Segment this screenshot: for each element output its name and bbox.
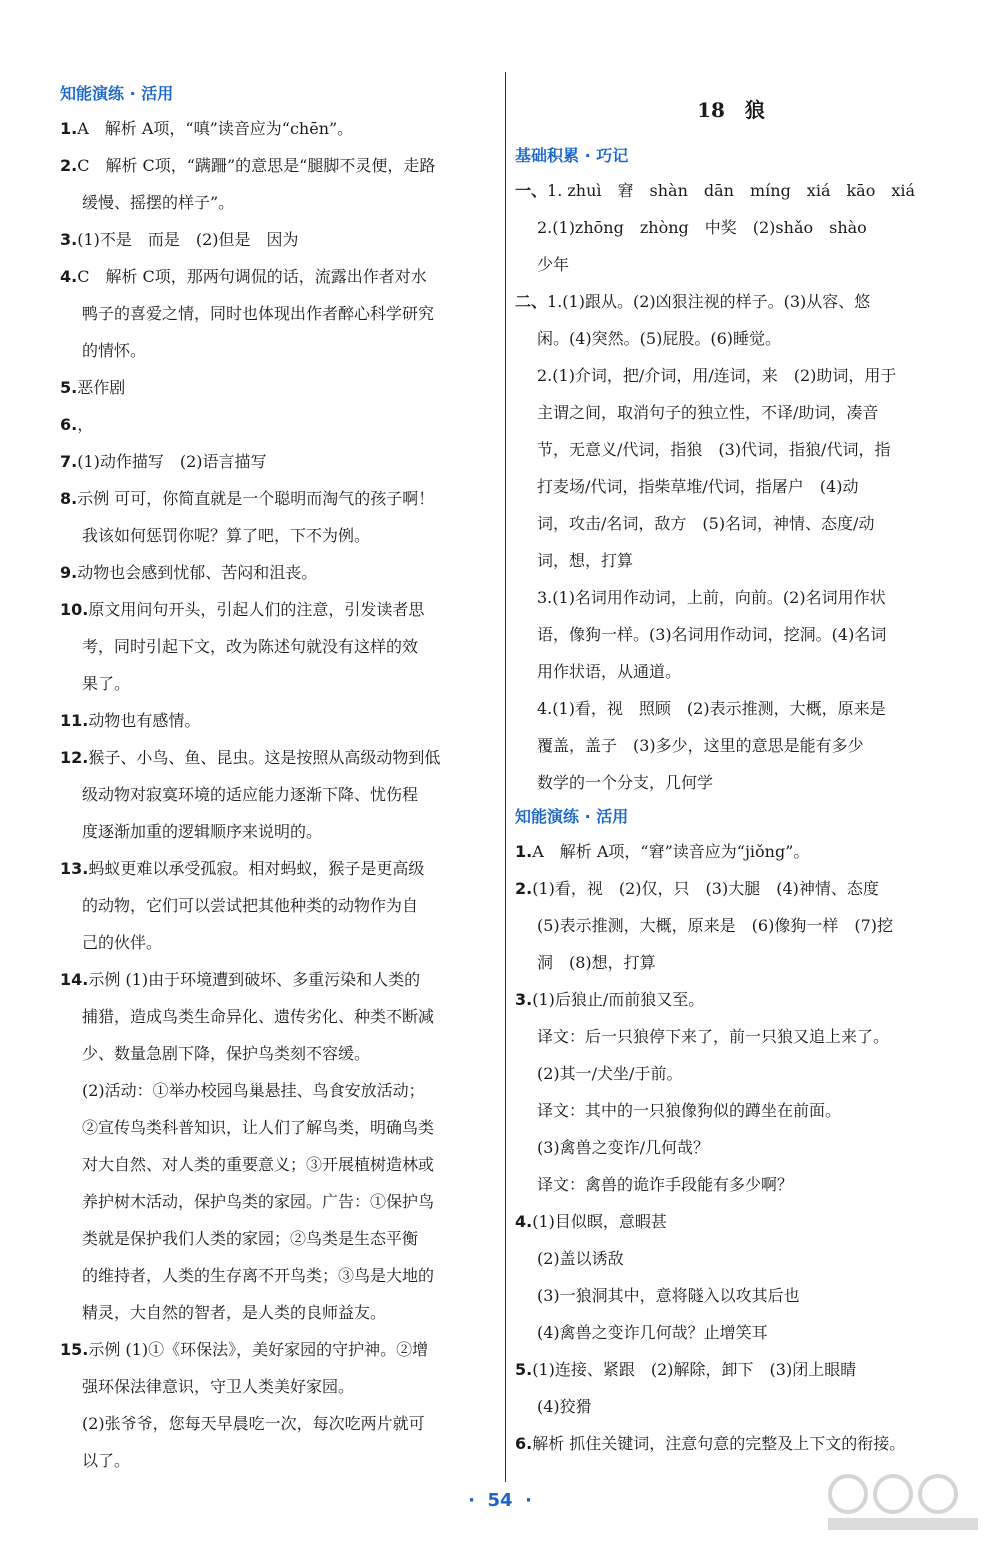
answer-text: 3.(1)名词用作动词，上前，向前。(2)名词用作状 [537,588,886,607]
answer-text: 类就是保护我们人类的家园；②鸟类是生态平衡 [82,1229,419,1248]
answer-line [515,1388,947,1425]
answer-line [60,702,498,739]
answer-text: 缓慢、摇摆的样子”。 [82,193,235,212]
answer-line [515,1166,947,1203]
answer-text: 的动物，它们可以尝试把其他种类的动物作为自 [82,896,419,915]
question-number: 4. [60,267,78,286]
answer-text: (1)连接、紧跟 (2)解除，卸下 (3)闭上眼睛 [532,1360,857,1379]
answer-text: 己的伙伴。 [82,933,163,952]
answer-line [515,579,947,616]
answer-text: 级动物对寂寞环境的适应能力逐渐下降、忧伤程 [82,785,419,804]
answer-line [60,813,498,850]
answer-text: A 解析 A项，“嗔”读音应为“chēn”。 [77,119,354,138]
answer-text: 精灵，大自然的智者，是人类的良师益友。 [82,1303,387,1322]
question-number: 6. [60,415,78,434]
answer-line [60,628,498,665]
answer-text: (1)动作描写 (2)语言描写 [77,452,267,471]
answer-line [60,1146,498,1183]
answer-text: A 解析 A项，“窘”读音应为“jiǒng”。 [532,842,810,861]
question-number: 12. [60,748,89,767]
question-number: 5. [60,378,78,397]
question-number: 15. [60,1340,89,1359]
answer-text: 蚂蚁更难以承受孤寂。相对蚂蚁，猴子是更高级 [88,859,425,878]
answer-text: 捕猎，造成鸟类生命异化、遗传劣化、种类不断减 [82,1007,435,1026]
question-number: 6. [515,1434,533,1453]
answer-text: C 解析 C项，“蹒跚”的意思是“腿脚不灵便，走路 [77,156,436,175]
question-number: 3. [515,990,533,1009]
answer-line [60,1442,498,1479]
question-number: 1. [60,119,78,138]
column-divider [505,72,506,1482]
answer-text: (4)狡猾 [537,1397,592,1416]
answer-text: (3)禽兽之变诈/几何哉？ [537,1138,710,1157]
answer-text: C 解析 C项，那两句调侃的话，流露出作者对水 [77,267,427,286]
left-answer-list [60,110,498,1479]
question-number: 7. [60,452,78,471]
answer-line [60,1220,498,1257]
answer-text: 少年 [537,255,570,274]
answer-line [60,961,498,998]
answer-text: 词，攻击/名词，敌方 (5)名词，神情、态度/动 [537,514,875,533]
question-number: 二、 [515,292,548,311]
question-number: 1. [515,842,533,861]
answer-line [515,653,947,690]
answer-text: 数学的一个分支，几何学 [537,773,714,792]
answer-text: 少、数量急剧下降，保护鸟类刻不容缓。 [82,1044,371,1063]
answer-line [60,480,498,517]
answer-line [515,1314,947,1351]
answer-line [515,1277,947,1314]
answer-line [60,998,498,1035]
answer-text: 4.(1)看，视 照顾 (2)表示推测，大概，原来是 [537,699,886,718]
answer-line [515,246,947,283]
answer-line [515,505,947,542]
question-number: 11. [60,711,89,730]
answer-text: 动物也会感到忧郁、苦闷和沮丧。 [77,563,318,582]
answer-line [60,1072,498,1109]
answer-line [60,147,498,184]
answer-text: 闲。(4)突然。(5)屁股。(6)睡觉。 [537,329,781,348]
answer-line [515,1092,947,1129]
answer-text: 的维持者，人类的生存离不开鸟类；③鸟是大地的 [82,1266,435,1285]
answer-text: 主谓之间，取消句子的独立性，不译/助词，凑音 [537,403,879,422]
answer-line [515,944,947,981]
answer-text: 1.(1)跟从。(2)凶狠注视的样子。(3)从容、悠 [547,292,871,311]
question-number: 8. [60,489,78,508]
left-column [60,78,498,1479]
right-column [515,78,947,1462]
answer-line [515,727,947,764]
answer-line [60,443,498,480]
answer-line [60,1035,498,1072]
answer-text: (4)禽兽之变诈几何哉？止增笑耳 [537,1323,768,1342]
answer-line [60,591,498,628]
answer-text: 语，像狗一样。(3)名词用作动词，挖洞。(4)名词 [537,625,887,644]
answer-line [515,1351,947,1388]
answer-text: (1)不是 而是 (2)但是 因为 [77,230,299,249]
answer-text: (2)活动：①举办校园鸟巢悬挂、鸟食安放活动； [82,1081,425,1100]
answer-line [515,764,947,801]
answer-line [60,1183,498,1220]
question-number: 2. [515,879,533,898]
answer-line [60,1331,498,1368]
answer-text: 果了。 [82,674,131,693]
answer-line [515,468,947,505]
answer-line [60,776,498,813]
answer-text: 2.(1)介词，把/介词，用/连词，来 (2)助词，用于 [537,366,897,385]
answer-line [515,542,947,579]
answer-line [60,554,498,591]
answer-text: 词，想，打算 [537,551,634,570]
answer-text: 的情怀。 [82,341,147,360]
answer-line [60,924,498,961]
answer-text: (1)目似瞑，意暇甚 [532,1212,667,1231]
question-number: 10. [60,600,89,619]
answer-text: 猴子、小鸟、鱼、昆虫。这是按照从高级动物到低 [88,748,441,767]
page-number-value: 54 [487,1490,513,1511]
answer-line [60,184,498,221]
question-number: 3. [60,230,78,249]
answer-text: (2)张爷爷，您每天早晨吃一次，每次吃两片就可 [82,1414,425,1433]
answer-text: 考，同时引起下文，改为陈述句就没有这样的效 [82,637,419,656]
answer-line [515,616,947,653]
answer-text: 洞 (8)想，打算 [537,953,656,972]
answer-text: (1)后狼止/而前狼又至。 [532,990,705,1009]
answer-line [60,1368,498,1405]
answer-text: 对大自然、对人类的重要意义；③开展植树造林或 [82,1155,435,1174]
answer-line [515,357,947,394]
question-number: 2. [60,156,78,175]
lesson-title: 18 狼 [697,98,765,122]
question-number: 13. [60,859,89,878]
practice-answer-list [515,833,947,1462]
question-number: 一、 [515,181,548,200]
answer-text: 译文：其中的一只狼像狗似的蹲坐在前面。 [537,1101,842,1120]
answer-line [60,369,498,406]
answer-line [60,1109,498,1146]
answer-line [60,887,498,924]
answer-line [515,1129,947,1166]
page-number: · 54 · [468,1490,532,1511]
answer-line [60,1405,498,1442]
section-title-practice: 知能演练 · 活用 [60,84,174,103]
answer-text: (1)看，视 (2)仅，只 (3)大腿 (4)神情、态度 [532,879,879,898]
answer-text: 恶作剧 [77,378,126,397]
question-number: 9. [60,563,78,582]
answer-line [60,406,498,443]
answer-text: 示例 可可，你简直就是一个聪明而淘气的孩子啊！ [77,489,435,508]
answer-text: (5)表示推测，大概，原来是 (6)像狗一样 (7)挖 [537,916,893,935]
answer-line [515,209,947,246]
answer-line [60,258,498,295]
answer-line [515,833,947,870]
answer-line [60,850,498,887]
answer-text: 以了。 [82,1451,131,1470]
answer-text: 1. zhuì 窘 shàn dān míng xiá kāo xiá [547,181,916,200]
answer-line [515,870,947,907]
answer-text: 度逐渐加重的逻辑顺序来说明的。 [82,822,323,841]
answer-text: 动物也有感情。 [88,711,201,730]
answer-line [515,907,947,944]
answer-line [515,1203,947,1240]
answer-text: 我该如何惩罚你呢？算了吧，下不为例。 [82,526,371,545]
question-number: 4. [515,1212,533,1231]
answer-text: 强环保法律意识，守卫人类美好家园。 [82,1377,355,1396]
answer-text: 养护树木活动，保护鸟类的家园。广告：①保护鸟 [82,1192,435,1211]
answer-line [60,1294,498,1331]
answer-line [515,431,947,468]
question-number: 5. [515,1360,533,1379]
answer-line [515,1240,947,1277]
answer-text: ②宣传鸟类科普知识，让人们了解鸟类，明确鸟类 [82,1118,435,1137]
answer-line [60,295,498,332]
answer-text: 2.(1)zhōng zhòng 中奖 (2)shǎo shào [537,218,867,237]
answer-text: 示例 (1)①《环保法》，美好家园的守护神。②增 [88,1340,429,1359]
answer-line [60,332,498,369]
section-title-practice-2: 知能演练 · 活用 [515,807,629,826]
answer-line [515,172,947,209]
answer-line [515,690,947,727]
answer-text: 原文用问句开头，引起人们的注意，引发读者思 [88,600,425,619]
answer-text: 用作状语，从通道。 [537,662,682,681]
answer-line [60,517,498,554]
answer-line [515,394,947,431]
answer-text: 译文：禽兽的诡诈手段能有多少啊？ [537,1175,794,1194]
answer-line [60,1257,498,1294]
answer-line [515,1425,947,1462]
answer-text: (2)盖以诱敌 [537,1249,624,1268]
answer-text: (2)其一/犬坐/于前。 [537,1064,683,1083]
answer-line [515,283,947,320]
section-title-basics: 基础积累 · 巧记 [515,146,629,165]
answer-line [515,1055,947,1092]
basics-answer-list [515,172,947,801]
answer-text: (3)一狼洞其中，意将隧入以攻其后也 [537,1286,800,1305]
answer-text: 打麦场/代词，指柴草堆/代词，指屠户 (4)动 [537,477,859,496]
answer-line [60,739,498,776]
answer-line [515,320,947,357]
answer-text: 覆盖，盖子 (3)多少，这里的意思是能有多少 [537,736,864,755]
answer-line [60,665,498,702]
question-number: 14. [60,970,89,989]
answer-text: 译文：后一只狼停下来了，前一只狼又追上来了。 [537,1027,890,1046]
answer-line [515,981,947,1018]
watermark-logo-icon [818,1466,988,1536]
answer-line [60,221,498,258]
answer-text: ， [77,415,94,434]
answer-text: 鸭子的喜爱之情，同时也体现出作者醉心科学研究 [82,304,435,323]
answer-text: 节，无意义/代词，指狼 (3)代词，指狼/代词，指 [537,440,891,459]
answer-line [515,1018,947,1055]
answer-text: 示例 (1)由于环境遭到破坏、多重污染和人类的 [88,970,421,989]
answer-text: 解析 抓住关键词，注意句意的完整及上下文的衔接。 [532,1434,906,1453]
answer-line [60,110,498,147]
